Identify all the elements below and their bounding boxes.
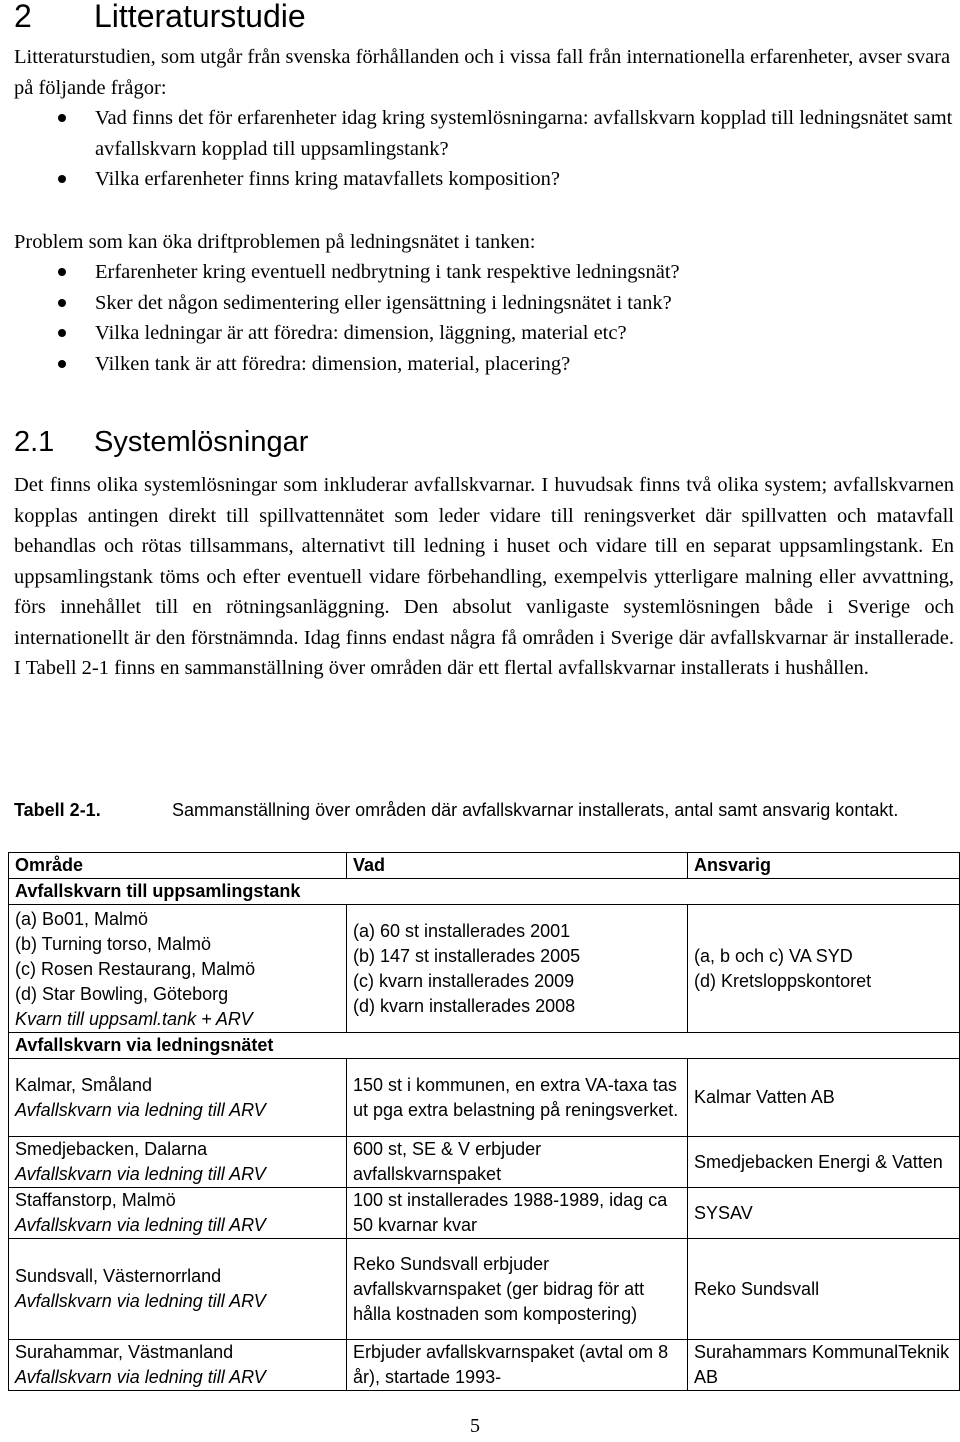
cell-area: (a) Bo01, Malmö (b) Turning torso, Malmö (c) Rosen Restaurang, Malmö (d) Star Bowling, Göteborg Kvarn till uppsaml.tank + ARV xyxy=(9,905,347,1033)
intro-paragraph: Litteraturstudien, som utgår från svenska förhållanden och i vissa fall från internationella erfarenheter, avser svara på följande frågor: xyxy=(14,46,951,99)
cell-responsible: Smedjebacken Energi & Vatten xyxy=(688,1137,960,1188)
cell-area: Staffanstorp, Malmö Avfallskvarn via ledning till ARV xyxy=(9,1188,347,1239)
question-list xyxy=(14,103,954,195)
group-label-tank: Avfallskvarn till uppsamlingstank xyxy=(9,879,960,905)
table-header-row xyxy=(9,853,960,879)
subsection-heading xyxy=(14,424,308,460)
cell-area: Kalmar, Småland Avfallskvarn via ledning till ARV xyxy=(9,1059,347,1137)
section-heading xyxy=(14,0,306,34)
problem-list xyxy=(14,257,954,379)
bullet-icon xyxy=(58,329,66,337)
list-item: Vilken tank är att föredra: dimension, material, placering? xyxy=(14,349,954,380)
cell-what: 100 st installerades 1988-1989, idag ca 50 kvarnar kvar xyxy=(347,1188,688,1239)
cell-what: (a) 60 st installerades 2001 (b) 147 st installerades 2005 (c) kvarn installerades 2009 (d) kvarn installerades 2008 xyxy=(347,905,688,1033)
bullet-icon xyxy=(58,299,66,307)
table-row xyxy=(9,1137,960,1188)
list-item: Vilka ledningar är att föredra: dimension, läggning, material etc? xyxy=(14,318,954,349)
cell-responsible: (a, b och c) VA SYD (d) Kretsloppskontoret xyxy=(688,905,960,1033)
bullet-icon xyxy=(58,114,66,122)
subsection-number: 2.1 xyxy=(14,426,55,458)
cell-area: Surahammar, Västmanland Avfallskvarn via ledning till ARV xyxy=(9,1340,347,1391)
table-row xyxy=(9,905,960,1033)
table-caption-text: Sammanställning över områden där avfallskvarnar installerats, antal samt ansvarig kontakt. xyxy=(172,800,899,820)
cell-responsible: Surahammars KommunalTeknik AB xyxy=(688,1340,960,1391)
bullet-icon xyxy=(58,268,66,276)
cell-responsible: Kalmar Vatten AB xyxy=(688,1059,960,1137)
cell-area: Sundsvall, Västernorrland Avfallskvarn via ledning till ARV xyxy=(9,1239,347,1340)
cell-what: 150 st i kommunen, en extra VA-taxa tas ut pga extra belastning på reningsverket. xyxy=(347,1059,688,1137)
table-row xyxy=(9,1188,960,1239)
table-row xyxy=(9,1059,960,1137)
section-title: Litteraturstudie xyxy=(94,0,306,34)
cell-what: Reko Sundsvall erbjuder avfallskvarnspaket (ger bidrag för att hålla kostnaden som kompostering) xyxy=(347,1239,688,1340)
column-header-area: Område xyxy=(9,853,347,879)
group-label-network: Avfallskvarn via ledningsnätet xyxy=(9,1033,960,1059)
cell-responsible: Reko Sundsvall xyxy=(688,1239,960,1340)
cell-responsible: SYSAV xyxy=(688,1188,960,1239)
list-item: Vad finns det för erfarenheter idag kring systemlösningarna: avfallskvarn kopplad till ledningsnätet samt avfallskvarn kopplad till uppsamlingstank? xyxy=(14,103,954,164)
installations-table xyxy=(8,852,960,1391)
page-number: 5 xyxy=(470,1415,480,1437)
table-caption-label: Tabell 2-1. xyxy=(14,800,101,820)
cell-what: Erbjuder avfallskvarnspaket (avtal om 8 år), startade 1993- xyxy=(347,1340,688,1391)
table-group-row xyxy=(9,1033,960,1059)
column-header-responsible: Ansvarig xyxy=(688,853,960,879)
subsection-title: Systemlösningar xyxy=(94,426,309,458)
bullet-icon xyxy=(58,175,66,183)
section-number: 2 xyxy=(14,0,32,34)
list-item: Sker det någon sedimentering eller igensättning i ledningsnätet i tank? xyxy=(14,288,954,319)
bullet-icon xyxy=(58,360,66,368)
list-item: Vilka erfarenheter finns kring matavfallets komposition? xyxy=(14,164,954,195)
table-caption xyxy=(14,798,914,823)
table-row xyxy=(9,1340,960,1391)
column-header-what: Vad xyxy=(347,853,688,879)
table-row xyxy=(9,1239,960,1340)
cell-area: Smedjebacken, Dalarna Avfallskvarn via ledning till ARV xyxy=(9,1137,347,1188)
list-item: Erfarenheter kring eventuell nedbrytning i tank respektive ledningsnät? xyxy=(14,257,954,288)
body-paragraph: Det finns olika systemlösningar som inkluderar avfallskvarnar. I huvudsak finns två olika system; avfallskvarnen kopplas antingen direkt till spillvattennätet som leder vidare till reningsverket där spillvatten och matavfall behandlas och rötas tillsammans, alternativt till ledning i huset och vidare till en separat uppsamlingstank. En uppsamlingstank töms och efter eventuell vidare förbehandling, exempelvis ytterligare malning eller avvattning, förs innehållet till en rötningsanläggning. Den absolut vanligaste systemlösningen både i Sverige och internationellt är den förstnämnda. Idag finns endast några få områden i Sverige där avfallskvarnar är installerade. I Tabell 2-1 finns en sammanställning över områden där ett flertal avfallskvarnar installerats i hushållen. xyxy=(14,474,954,679)
table-group-row xyxy=(9,879,960,905)
problem-intro: Problem som kan öka driftproblemen på ledningsnätet i tanken: xyxy=(14,231,536,253)
cell-what: 600 st, SE & V erbjuder avfallskvarnspaket xyxy=(347,1137,688,1188)
